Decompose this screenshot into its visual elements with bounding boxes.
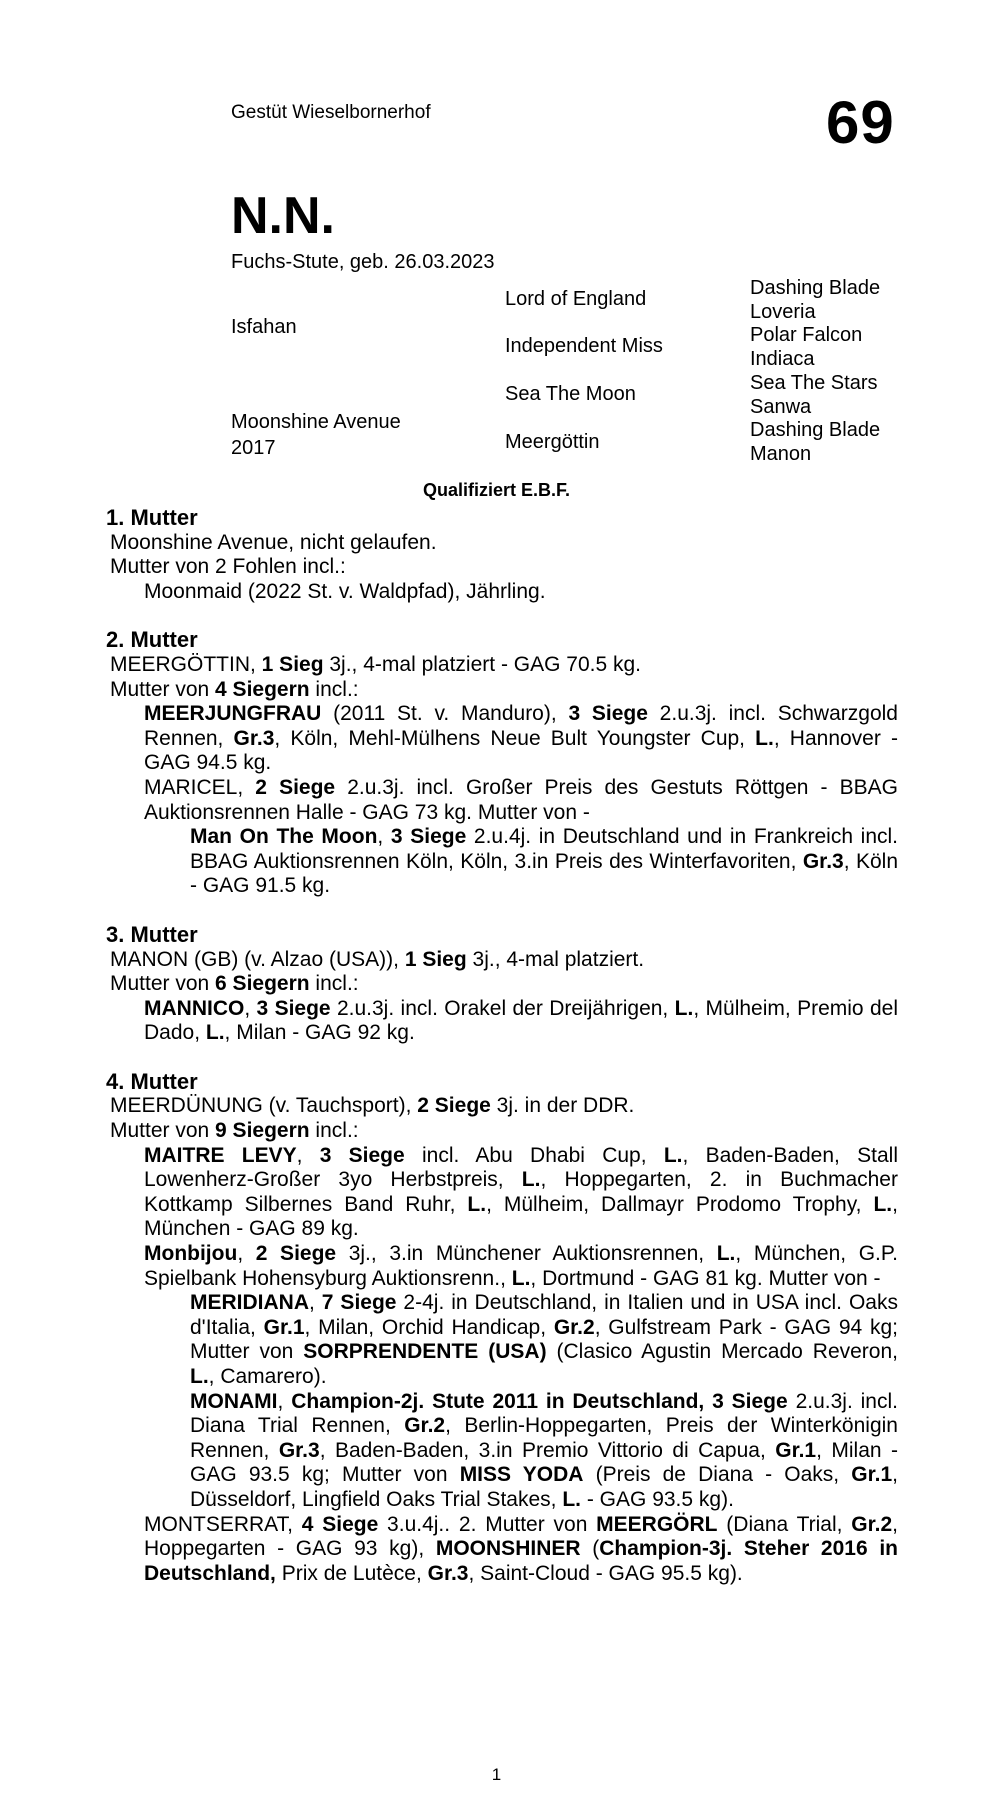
section-line: MANNICO, 3 Siege 2.u.3j. incl. Orakel der Dreijährigen, L., Mülheim, Premio del Dado, L., Milan - GAG 92 kg. [144,996,898,1045]
section-line: Mutter von 4 Siegern incl.: [110,677,359,701]
section-third-dam [0,923,993,1046]
pedigree-dam-year: 2017 [231,437,276,459]
section-line: MEERGÖTTIN, 1 Sieg 3j., 4-mal platziert - GAG 70.5 kg. [110,652,641,676]
section-line: Monbijou, 2 Siege 3j., 3.in Münchener Auktionsrennen, L., München, G.P. Spielbank Hohensyburg Auktionsrenn., L., Dortmund - GAG 81 kg. Mutter von - [144,1242,899,1290]
pedigree-grandparent: Meergöttin [505,431,600,453]
section-heading: 1. Mutter [106,505,198,530]
pedigree-great-grandparent: Manon [750,443,812,465]
pedigree-great-grandparent: Sanwa [750,396,812,418]
section-line: MEERDÜNUNG (v. Tauchsport), 2 Siege 3j. in der DDR. [110,1094,635,1118]
pedigree-notes [0,506,993,1586]
qualification: Qualifiziert E.B.F. [422,480,571,500]
section-line: MONAMI, Champion-2j. Stute 2011 in Deutschland, 3 Siege 2.u.3j. incl. Diana Trial Rennen, Gr.2, Berlin-Hoppegarten, Preis der Winterkönigin Rennen, Gr.3, Baden-Baden, 3.in Premio Vittorio di Capua, Gr.1, Milan - GAG 93.5 kg; Mutter von MISS YODA (Preis de Diana - Oaks, Gr.1, Düsseldorf, Lingfield Oaks Trial Stakes, L. - GAG 93.5 kg). [190,1389,899,1511]
section-first-dam [0,506,993,604]
section-line: MEERJUNGFRAU (2011 St. v. Manduro), 3 Siege 2.u.3j. incl. Schwarzgold Rennen, Gr.3, Köln, Mehl-Mülhens Neue Bult Youngster Cup, L., Hannover - GAG 94.5 kg. [144,702,898,775]
section-line: Moonmaid (2022 St. v. Waldpfad), Jährling. [144,579,546,603]
section-fourth-dam [0,1070,993,1586]
section-line: MARICEL, 2 Siege 2.u.3j. incl. Großer Preis des Gestuts Röttgen - BBAG Auktionsrennen Halle - GAG 73 kg. Mutter von - [144,775,898,824]
section-heading: 2. Mutter [106,627,198,653]
section-heading: 3. Mutter [106,921,198,947]
stud-name: Gestüt Wieselbornerhof [231,102,431,123]
pedigree-great-grandparent: Polar Falcon [750,324,863,346]
pedigree-great-grandparent: Loveria [750,301,816,323]
section-second-dam [0,628,993,899]
pedigree-great-grandparent: Dashing Blade [750,419,881,441]
section-line: Mutter von 6 Siegern incl.: [110,972,359,996]
section-line: MAITRE LEVY, 3 Siege incl. Abu Dhabi Cup, L., Baden-Baden, Stall Lowenherz-Großer 3yo Herbstpreis, L., Hoppegarten, 2. in Buchmacher Kottkamp Silbernes Band Ruhr, L., Mülheim, Dallmayr Prodomo Trophy, L., München - GAG 89 kg. [144,1143,898,1241]
section-line: Moonshine Avenue, nicht gelaufen. [110,530,437,554]
pedigree-great-grandparent: Sea The Stars [750,372,878,394]
section-line: Mutter von 2 Fohlen incl.: [110,555,346,579]
horse-name: N.N. [231,187,335,245]
section-line: MONTSERRAT, 4 Siege 3.u.4j.. 2. Mutter von MEERGÖRL (Diana Trial, Gr.2, Hoppegarten - GAG 93 kg), MOONSHINER (Champion-3j. Steher 2016 in Deutschland, Prix de Lutèce, Gr.3, Saint-Cloud - GAG 95.5 kg). [144,1512,898,1585]
pedigree-grandparent: Sea The Moon [505,383,636,405]
section-line: MERIDIANA, 7 Siege 2-4j. in Deutschland, in Italien und in USA incl. Oaks d'Italia, Gr.1, Milan, Orchid Handicap, Gr.2, Gulfstream Park - GAG 94 kg; Mutter von SORPRENDENTE (USA) (Clasico Agustin Mercado Reveron, L., Camarero). [190,1291,898,1388]
page-number: 1 [491,1765,502,1784]
horse-description: Fuchs-Stute, geb. 26.03.2023 [231,251,495,273]
pedigree-sire: Isfahan [231,316,297,338]
section-heading: 4. Mutter [106,1068,198,1094]
pedigree-grandparent: Independent Miss [505,335,663,357]
section-line: Mutter von 9 Siegern incl.: [110,1119,359,1143]
section-line: MANON (GB) (v. Alzao (USA)), 1 Sieg 3j., 4-mal platziert. [110,947,645,971]
pedigree-great-grandparent: Dashing Blade [750,277,881,299]
pedigree-dam: Moonshine Avenue [231,411,401,433]
section-line: Man On The Moon, 3 Siege 2.u.4j. in Deutschland und in Frankreich incl. BBAG Auktionsrennen Köln, Köln, 3.in Preis des Winterfavoriten, Gr.3, Köln - GAG 91.5 kg. [190,825,899,898]
pedigree-great-grandparent: Indiaca [750,348,815,370]
pedigree-grandparent: Lord of England [505,288,647,310]
lot-number: 69 [826,89,895,156]
